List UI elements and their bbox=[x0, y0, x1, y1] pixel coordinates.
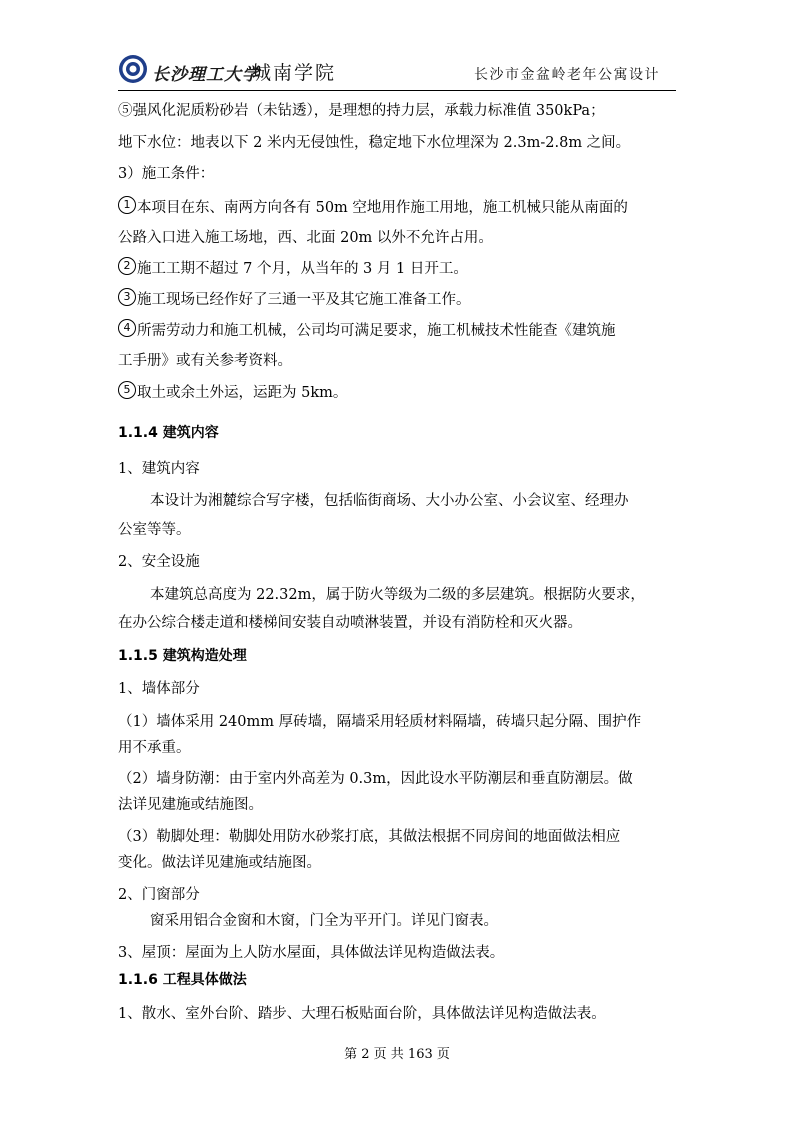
paragraph: 本设计为湘麓综合写字楼，包括临街商场、大小办公室、小会议室、经理办 bbox=[150, 493, 629, 509]
paragraph: （3）勒脚处理：勒脚处用防水砂浆打底，其做法根据不同房间的地面做法相应 bbox=[118, 829, 621, 845]
circled-number: 2 bbox=[118, 257, 136, 275]
list-item-text: 本项目在东、南两方向各有 50m 空地用作施工用地，施工机械只能从南面的 bbox=[137, 200, 628, 216]
section-heading: 1.1.4 建筑内容 bbox=[118, 425, 219, 441]
list-item-text: 施工现场已经作好了三通一平及其它施工准备工作。 bbox=[137, 292, 471, 308]
paragraph: 工手册》或有关参考资料。 bbox=[118, 353, 292, 369]
circled-number: 4 bbox=[118, 319, 136, 337]
circled-number: 3 bbox=[118, 288, 136, 306]
paragraph: 公室等等。 bbox=[118, 522, 191, 538]
paragraph: 用不承重。 bbox=[118, 740, 191, 756]
section-heading: 1.1.6 工程具体做法 bbox=[118, 972, 247, 988]
paragraph: 地下水位：地表以下 2 米内无侵蚀性，稳定地下水位埋深为 2.3m-2.8m 之间。 bbox=[118, 135, 631, 151]
paragraph: 公路入口进入施工场地，西、北面 20m 以外不允许占用。 bbox=[118, 230, 493, 246]
section-heading: 1.1.5 建筑构造处理 bbox=[118, 648, 247, 664]
college-name: 城南学院 bbox=[252, 62, 337, 84]
subheading: 2、安全设施 bbox=[118, 554, 200, 570]
list-item bbox=[118, 288, 471, 311]
list-item bbox=[118, 381, 347, 404]
list-item bbox=[118, 319, 616, 342]
paragraph: 法详见建施或结施图。 bbox=[118, 797, 263, 813]
list-item bbox=[118, 196, 628, 219]
paragraph: 3、屋顶：屋面为上人防水屋面，具体做法详见构造做法表。 bbox=[118, 945, 505, 961]
paragraph: （2）墙身防潮：由于室内外高差为 0.3m，因此设水平防潮层和垂直防潮层。做 bbox=[118, 771, 633, 787]
university-logo-text: 长沙理工大学 bbox=[152, 65, 260, 85]
list-item-text: 施工工期不超过 7 个月，从当年的 3 月 1 日开工。 bbox=[137, 261, 468, 277]
paragraph: 3）施工条件： bbox=[118, 166, 215, 182]
page-header bbox=[118, 52, 676, 90]
page-number: 第 2 页 共 163 页 bbox=[344, 1047, 450, 1062]
list-item bbox=[118, 257, 468, 280]
paragraph: （1）墙体采用 240mm 厚砖墙，隔墙采用轻质材料隔墙，砖墙只起分隔、围护作 bbox=[118, 714, 642, 730]
paragraph: 1、散水、室外台阶、踏步、大理石板贴面台阶，具体做法详见构造做法表。 bbox=[118, 1006, 606, 1022]
paragraph: 变化。做法详见建施或结施图。 bbox=[118, 855, 321, 871]
paragraph: 在办公综合楼走道和楼梯间安装自动喷淋装置，并设有消防栓和灭火器。 bbox=[118, 615, 582, 631]
paragraph: 本建筑总高度为 22.32m，属于防火等级为二级的多层建筑。根据防火要求， bbox=[150, 587, 645, 603]
subheading: 1、墙体部分 bbox=[118, 681, 200, 697]
list-item-text: 所需劳动力和施工机械，公司均可满足要求，施工机械技术性能查《建筑施 bbox=[137, 323, 616, 339]
university-seal-icon bbox=[118, 54, 148, 84]
subheading: 1、建筑内容 bbox=[118, 461, 200, 477]
list-item-text: 取土或余土外运，运距为 5km。 bbox=[137, 385, 348, 401]
header-divider bbox=[118, 90, 676, 91]
paragraph: ⑤强风化泥质粉砂岩（未钻透），是理想的持力层，承载力标准值 350kPa； bbox=[118, 103, 605, 119]
subheading: 2、门窗部分 bbox=[118, 887, 200, 903]
document-title: 长沙市金盆岭老年公寓设计 bbox=[474, 67, 660, 83]
circled-number: 5 bbox=[118, 381, 136, 399]
circled-number: 1 bbox=[118, 196, 136, 214]
paragraph: 窗采用铝合金窗和木窗，门全为平开门。详见门窗表。 bbox=[150, 913, 498, 929]
